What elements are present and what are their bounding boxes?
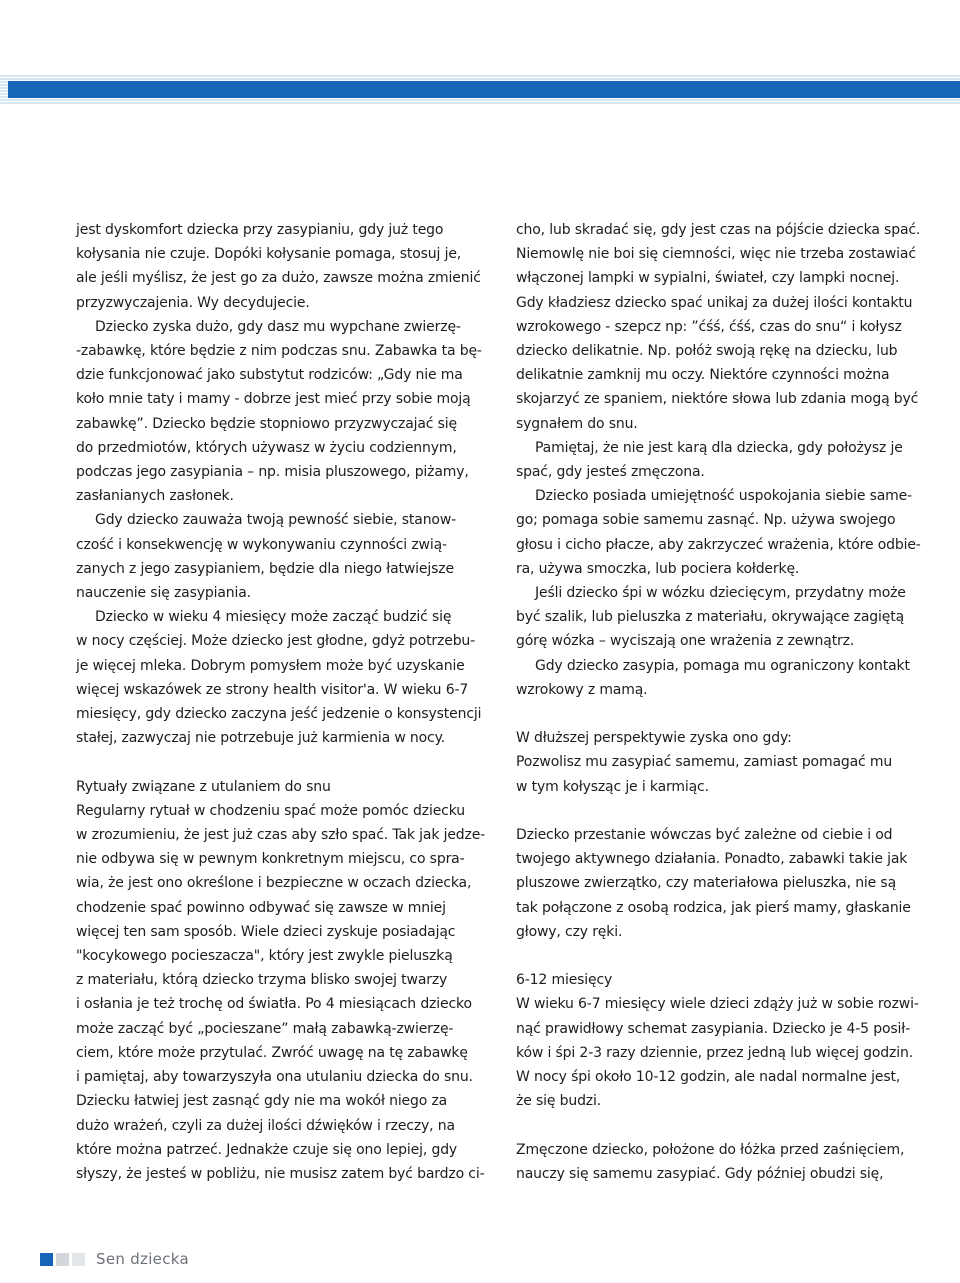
text-line: nie odbywa się w pewnym konkretnym miejscu, co spra- bbox=[76, 851, 465, 868]
text-line: Gdy dziecko zasypia, pomaga mu ograniczony kontakt bbox=[535, 657, 910, 674]
text-line: Dziecko zyska dużo, gdy dasz mu wypchane zwierzę- bbox=[95, 318, 461, 335]
text-line: W nocy śpi około 10-12 godzin, ale nadal normalne jest, bbox=[516, 1069, 901, 1086]
text-line: stałej, zazwyczaj nie potrzebuje już karmienia w nocy. bbox=[76, 730, 446, 747]
text-line: kołysania nie czuje. Dopóki kołysanie pomaga, stosuj je, bbox=[76, 246, 462, 263]
text-line: skojarzyć ze spaniem, niektóre słowa lub zdania mogą być bbox=[516, 391, 919, 408]
paragraph-gap bbox=[76, 750, 488, 774]
text-line: je więcej mleka. Dobrym pomysłem może być uzyskanie bbox=[76, 657, 465, 674]
text-line: -zabawkę, które będzie z nim podczas snu. Zabawka ta bę- bbox=[76, 343, 482, 360]
footer-square-icon bbox=[72, 1253, 85, 1266]
text-line: które można patrzeć. Jednakże czuje się ono lepiej, gdy bbox=[76, 1141, 458, 1158]
paragraph-gap bbox=[516, 1113, 926, 1137]
text-line: Dziecko przestanie wówczas być zależne od ciebie i od bbox=[516, 827, 893, 844]
text-line: nauczenie się zasypiania. bbox=[76, 585, 251, 602]
text-line: do przedmiotów, których używasz w życiu codziennym, bbox=[76, 439, 457, 456]
text-line: w tym kołysząc je i karmiąc. bbox=[516, 778, 709, 795]
text-line: miesięcy, gdy dziecko zaczyna jeść jedzenie o konsystencji bbox=[76, 706, 482, 723]
text-line: przyzwyczajenia. Wy decydujecie. bbox=[76, 294, 310, 311]
text-line: twojego aktywnego działania. Ponadto, zabawki takie jak bbox=[516, 851, 908, 868]
paragraph-gap bbox=[516, 799, 926, 823]
text-line: pluszowe zwierzątko, czy materiałowa pieluszka, nie są bbox=[516, 875, 897, 892]
text-line: Dziecko w wieku 4 miesięcy może zacząć budzić się bbox=[95, 609, 452, 626]
text-line: Pamiętaj, że nie jest karą dla dziecka, gdy położysz je bbox=[535, 439, 903, 456]
footer-section-title: Sen dziecka bbox=[96, 1250, 189, 1268]
text-line: dzie funkcjonować jako substytut rodziców: „Gdy nie ma bbox=[76, 367, 463, 384]
text-line: cho, lub skradać się, gdy jest czas na pójście dziecka spać. bbox=[516, 222, 921, 238]
text-line: w zrozumieniu, że jest już czas aby szło spać. Tak jak jedze- bbox=[76, 827, 486, 844]
text-line: Jeśli dziecko śpi w wózku dziecięcym, przydatny może bbox=[535, 585, 906, 602]
text-line: koło mnie taty i mamy - dobrze jest mieć przy sobie moją bbox=[76, 391, 471, 408]
text-line: podczas jego zasypiania – np. misia pluszowego, piżamy, bbox=[76, 464, 469, 481]
section-heading: Rytuały związane z utulaniem do snu bbox=[76, 778, 331, 795]
text-line: chodzenie spać powinno odbywać się zawsze w mniej bbox=[76, 899, 446, 916]
text-line: Regularny rytuał w chodzeniu spać może pomóc dziecku bbox=[76, 802, 465, 819]
text-line: ków i śpi 2-3 razy dziennie, przez jedną lub więcej godzin. bbox=[516, 1044, 914, 1061]
text-line: Gdy dziecko zauważa twoją pewność siebie, stanow- bbox=[95, 512, 457, 529]
text-line: być szalik, lub pieluszka z materiału, okrywające zagiętą bbox=[516, 609, 905, 626]
text-line: tak połączone z osobą rodzica, jak pierś mamy, głaskanie bbox=[516, 899, 911, 916]
text-line: w nocy częściej. Może dziecko jest głodne, gdyż potrzebu- bbox=[76, 633, 476, 650]
text-line: Dziecku łatwiej jest zasnąć gdy nie ma wokół niego za bbox=[76, 1093, 448, 1110]
text-line: Dziecko posiada umiejętność uspokojania siebie samе- bbox=[535, 488, 913, 505]
text-line: i pamiętaj, aby towarzyszyła ona utulaniu dziecka do snu. bbox=[76, 1069, 473, 1086]
text-line: ra, używa smoczka, lub pociera kołderkę. bbox=[516, 560, 800, 577]
text-line: słyszy, że jesteś w pobliżu, nie musisz zatem być bardzo ci- bbox=[76, 1165, 485, 1182]
text-line: spać, gdy jesteś zmęczona. bbox=[516, 464, 705, 481]
text-line: może zacząć być „pocieszane” małą zabawką-zwierzę- bbox=[76, 1020, 454, 1037]
footer-square-icon bbox=[56, 1253, 69, 1266]
text-line: dziecko delikatnie. Np. połóż swoją rękę na dziecku, lub bbox=[516, 343, 898, 360]
section-heading: 6-12 miesięcy bbox=[516, 972, 613, 989]
text-line: i osłania je też trochę od światła. Po 4 miesiącach dziecko bbox=[76, 996, 472, 1013]
text-line: Pozwolisz mu zasypiać samemu, zamiast pomagać mu bbox=[516, 754, 893, 771]
text-line: sygnałem do snu. bbox=[516, 415, 638, 432]
footer-square-icon bbox=[40, 1253, 53, 1266]
text-line: dużo wrażeń, czyli za dużej ilości dźwięków i rzeczy, na bbox=[76, 1117, 455, 1134]
text-line: głosu i cicho płacze, aby zakrzyczeć wrażenia, które odbie- bbox=[516, 536, 921, 553]
left-column bbox=[76, 218, 488, 1186]
text-line: "kocykowego pocieszacza", który jest zwykle pieluszką bbox=[76, 948, 453, 965]
text-line: że się budzi. bbox=[516, 1093, 602, 1110]
text-line: wzrokowy z mamą. bbox=[516, 681, 648, 698]
text-line: W wieku 6-7 miesięcy wiele dzieci zdąży już w sobie rozwi- bbox=[516, 996, 919, 1013]
text-line: nauczy się samemu zasypiać. Gdy później obudzi się, bbox=[516, 1165, 884, 1182]
text-line: czość i konsekwencję w wykonywaniu czynności zwią- bbox=[76, 536, 447, 553]
text-line: W dłuższej perspektywie zyska ono gdy: bbox=[516, 730, 792, 747]
text-line: zasłanianych zasłonek. bbox=[76, 488, 234, 505]
text-line: włączonej lampki w sypialni, świateł, czy lampki nocnej. bbox=[516, 270, 900, 287]
text-line: Niemowlę nie boi się ciemności, więc nie trzeba zostawiać bbox=[516, 246, 916, 263]
text-line: zabawkę”. Dziecko będzie stopniowo przyzwyczajać się bbox=[76, 415, 457, 432]
text-line: go; pomaga sobie samemu zasnąć. Np. używa swojego bbox=[516, 512, 896, 529]
page-footer bbox=[40, 1250, 189, 1268]
text-line: wia, że jest ono określone i bezpieczne w oczach dziecka, bbox=[76, 875, 472, 892]
text-line: delikatnie zamknij mu oczy. Niektóre czynności można bbox=[516, 367, 890, 384]
text-line: jest dyskomfort dziecka przy zasypianiu, gdy już tego bbox=[76, 222, 444, 238]
text-line: Gdy kładziesz dziecko spać unikaj za dużej ilości kontaktu bbox=[516, 294, 913, 311]
text-line: górę wózka – wyciszają one wrażenia z zewnątrz. bbox=[516, 633, 855, 650]
text-line: ciem, które może przytulać. Zwróć uwagę na tę zabawkę bbox=[76, 1044, 468, 1061]
text-line: głowy, czy ręki. bbox=[516, 923, 623, 940]
header-bar bbox=[8, 81, 960, 98]
text-line: zanych z jego zasypianiem, będzie dla niego łatwiejsze bbox=[76, 560, 454, 577]
right-column bbox=[516, 218, 926, 1186]
text-line: więcej wskazówek ze strony health visitor'a. W wieku 6-7 bbox=[76, 681, 469, 698]
text-line: ale jeśli myślisz, że jest go za dużo, zawsze można zmienić bbox=[76, 270, 481, 287]
text-line: wzrokowego - szepcz np: ”ćśś, ćśś, czas do snu“ i kołysz bbox=[516, 318, 902, 335]
text-line: z materiału, którą dziecko trzyma blisko swojej twarzy bbox=[76, 972, 448, 989]
paragraph-gap bbox=[516, 944, 926, 968]
text-line: Zmęczone dziecko, położone do łóżka przed zaśnięciem, bbox=[516, 1141, 905, 1158]
text-line: nąć prawidłowy schemat zasypiania. Dziecko je 4-5 posił- bbox=[516, 1020, 911, 1037]
text-line: więcej ten sam sposób. Wiele dzieci zyskuje posiadając bbox=[76, 923, 456, 940]
paragraph-gap bbox=[516, 702, 926, 726]
